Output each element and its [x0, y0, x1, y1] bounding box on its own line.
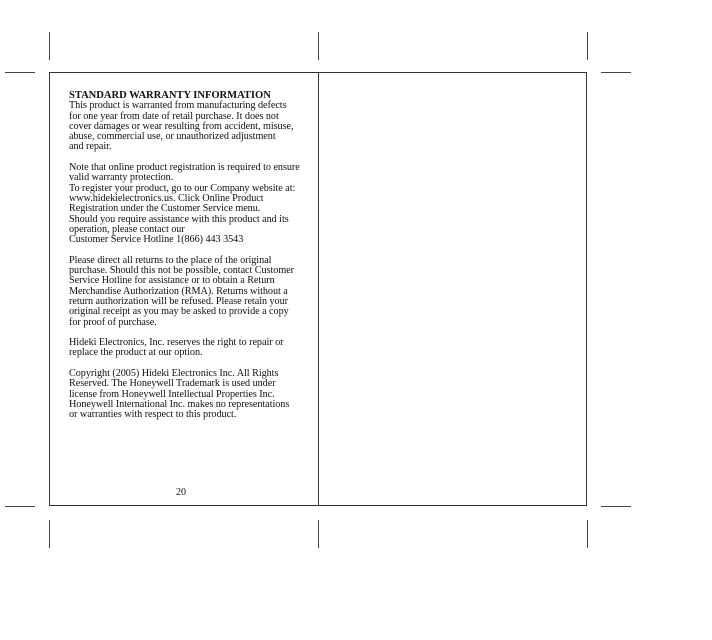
text-line: Service Hotline for assistance or to obtain a Return — [69, 275, 275, 287]
text-line: Please direct all returns to the place of the original — [69, 254, 272, 266]
page-fold-divider — [318, 73, 319, 505]
text-line: abuse, commercial use, or unauthorized adjustment — [69, 131, 276, 143]
text-line: Note that online product registration is required to ensure — [69, 162, 300, 174]
text-line: purchase. Should this not be possible, contact Customer — [69, 265, 295, 277]
text-line: and repair. — [69, 141, 112, 153]
crop-mark-bottom-center — [318, 520, 319, 548]
text-line: Merchandise Authorization (RMA). Returns without a — [69, 285, 288, 297]
crop-mark-right-bottom — [601, 506, 631, 507]
text-line: Honeywell International Inc. makes no representations — [69, 398, 290, 410]
text-line: license from Honeywell Intellectual Properties Inc. — [69, 388, 275, 400]
text-line: for one year from date of retail purchase. It does not — [69, 110, 279, 122]
crop-mark-bottom-left — [49, 520, 50, 548]
crop-mark-left-top — [5, 72, 35, 73]
text-line: Copyright (2005) Hideki Electronics Inc. All Rights — [69, 368, 279, 380]
warranty-text-block — [69, 91, 309, 431]
warranty-title: STANDARD WARRANTY INFORMATION — [69, 90, 271, 101]
text-line: operation, please contact our — [69, 223, 185, 235]
crop-mark-right-top — [601, 72, 631, 73]
crop-mark-top-center — [318, 32, 319, 60]
text-line: replace the product at our option. — [69, 347, 203, 359]
returns-paragraph — [69, 256, 309, 328]
text-line: Should you require assistance with this product and its — [69, 213, 289, 225]
page-number: 20 — [176, 487, 186, 498]
text-line: www.hidekielectronics.us. Click Online Product — [69, 192, 264, 204]
crop-mark-bottom-right — [587, 520, 588, 548]
text-line: for proof of purchase. — [69, 316, 157, 328]
text-line: or warranties with respect to this product. — [69, 409, 237, 421]
text-line: valid warranty protection. — [69, 172, 174, 184]
crop-mark-top-right — [587, 32, 588, 60]
text-line: To register your product, go to our Company website at: — [69, 182, 296, 194]
repair-paragraph — [69, 338, 309, 359]
text-line: cover damages or wear resulting from accident, misuse, — [69, 120, 294, 132]
text-line: Registration under the Customer Service menu. — [69, 203, 261, 215]
registration-paragraph — [69, 163, 309, 245]
text-line: Reserved. The Honeywell Trademark is used under — [69, 378, 276, 390]
text-line: This product is warranted from manufacturing defects — [69, 100, 287, 112]
text-line: return authorization will be refused. Please retain your — [69, 295, 288, 307]
warranty-paragraph — [69, 101, 309, 152]
crop-mark-top-left — [49, 32, 50, 60]
crop-mark-left-bottom — [5, 506, 35, 507]
text-line: original receipt as you may be asked to provide a copy — [69, 306, 289, 318]
copyright-paragraph — [69, 369, 309, 420]
text-line: Customer Service Hotline 1(866) 443 3543 — [69, 234, 244, 246]
text-line: Hideki Electronics, Inc. reserves the right to repair or — [69, 337, 284, 349]
